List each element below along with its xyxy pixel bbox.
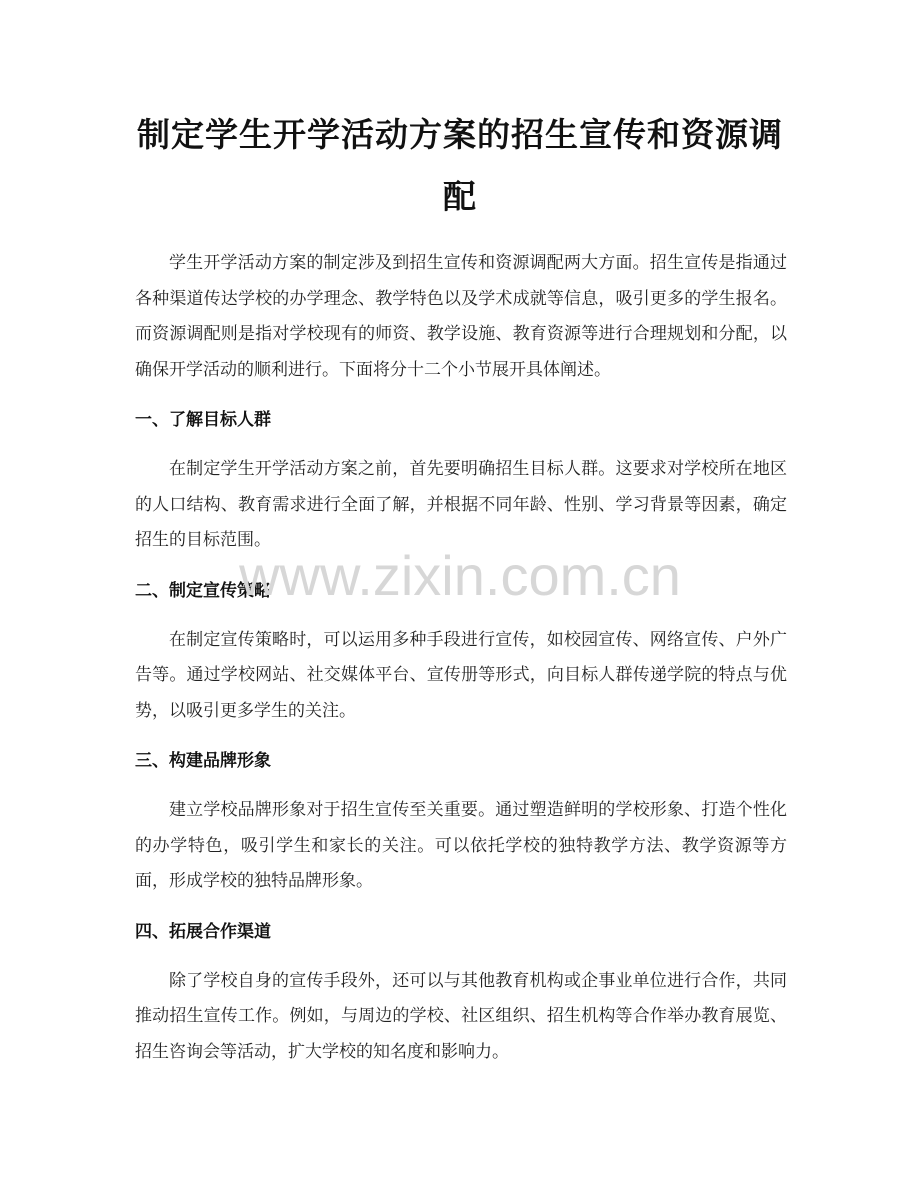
section-paragraph-1: 在制定学生开学活动方案之前，首先要明确招生目标人群。这要求对学校所在地区的人口结构、教育需求进行全面了解，并根据不同年龄、性别、学习背景等因素，确定招生的目标范围。	[135, 459, 787, 550]
section-paragraph-4: 除了学校自身的宣传手段外，还可以与其他教育机构或企事业单位进行合作，共同推动招生宣传工作。例如，与周边的学校、社区组织、招生机构等合作举办教育展览、招生咨询会等活动，扩大学校的知名度和影响力。	[135, 970, 787, 1062]
section-heading-4: 四、拓展合作渠道	[135, 921, 271, 942]
watermark: www.zixin.com.cn	[239, 544, 681, 607]
section-heading-1: 一、了解目标人群	[135, 410, 271, 430]
intro-paragraph: 学生开学活动方案的制定涉及到招生宣传和资源调配两大方面。招生宣传是指通过各种渠道传达学校的办学理念、教学特色以及学术成就等信息，吸引更多的学生报名。而资源调配则是指对学校现有的师资、教学设施、教育资源等进行合理规划和分配，以确保开学活动的顺利进行。下面将分十二个小节展开具体阐述。	[135, 253, 787, 380]
page-title: 制定学生开学活动方案的招生宣传和资源调配	[137, 115, 783, 216]
section-paragraph-3: 建立学校品牌形象对于招生宣传至关重要。通过塑造鲜明的学校形象、打造个性化的办学特色，吸引学生和家长的关注。可以依托学校的独特教学方法、教学资源等方面，形成学校的独特品牌形象。	[135, 800, 787, 891]
document-body	[135, 246, 787, 1070]
section-paragraph-2: 在制定宣传策略时，可以运用多种手段进行宣传，如校园宣传、网络宣传、户外广告等。通过学校网站、社交媒体平台、宣传册等形式，向目标人群传递学院的特点与优势，以吸引更多学生的关注。	[135, 629, 787, 721]
section-heading-3: 三、构建品牌形象	[135, 751, 271, 771]
section-heading-2: 二、制定宣传策略	[135, 580, 271, 601]
